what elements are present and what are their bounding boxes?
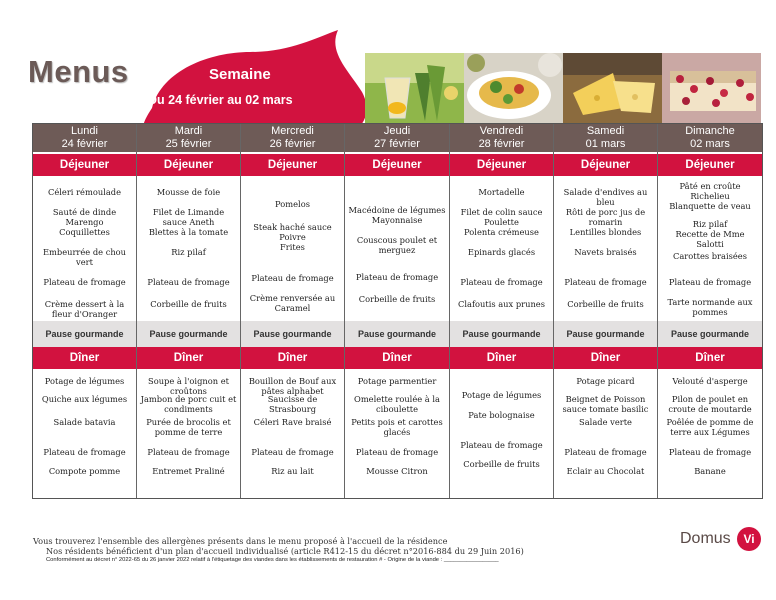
- day-name: Jeudi: [383, 125, 411, 137]
- lunch-dish: Blettes à la tomate: [148, 227, 229, 237]
- dinner-dish: Salade batavia: [53, 417, 116, 427]
- dinner-header: Dîner: [554, 347, 657, 369]
- lunch-dish: Filet de colin sauce Poulette: [460, 207, 543, 227]
- dinner-dish: Saucisse de Strasbourg: [267, 394, 318, 414]
- day-header: [241, 124, 344, 152]
- lunch-dish: Clafoutis aux prunes: [458, 299, 545, 309]
- dinner-dish: Plateau de fromage: [460, 440, 543, 450]
- lunch-header: Déjeuner: [345, 154, 449, 176]
- dinner-dish: Quiche aux légumes: [41, 394, 128, 404]
- lunch-dish: Polenta crémeuse: [464, 227, 539, 237]
- dinner-dish: Poêlée de pomme de terre aux Légumes: [666, 417, 754, 437]
- lunch-dish: Filet de Limande sauce Aneth: [152, 207, 225, 227]
- lunch-dish: Recette de Mme Salotti: [675, 229, 745, 249]
- day-date: 25 février: [165, 138, 212, 150]
- dinner-list: [33, 371, 136, 495]
- meat-origin-note: Conformément au décret n° 2022-65 du 26 janvier 2022 relatif à l'étiquetage des viandes dans les établissements de restauration # - Origine de la viande : _________________: [46, 557, 499, 563]
- day-date: 27 février: [374, 138, 420, 150]
- cheese-plate-photo: [563, 53, 662, 123]
- lunch-dish: Riz pilaf: [171, 247, 206, 257]
- lunch-list: [554, 178, 657, 318]
- lunch-dish: Lentilles blondes: [569, 227, 642, 237]
- pause-gourmande: Pause gourmande: [345, 321, 449, 347]
- lunch-header: Déjeuner: [241, 154, 344, 176]
- lunch-dish: Embeurrée de chou vert: [42, 247, 127, 267]
- lunch-dish: Plateau de fromage: [564, 277, 647, 287]
- day-column-6: [658, 124, 762, 498]
- domusvi-logo: Domus: [680, 530, 731, 547]
- lunch-dish: Plateau de fromage: [460, 277, 543, 287]
- dinner-dish: Céleri Rave braisé: [253, 417, 332, 427]
- lunch-dish: Corbeille de fruits: [358, 294, 436, 304]
- pause-gourmande: Pause gourmande: [33, 321, 136, 347]
- lunch-dish: Pomelos: [275, 199, 310, 209]
- lunch-dish: Macédoine de légumes Mayonnaise: [348, 205, 446, 225]
- dinner-dish: Potage de légumes: [461, 390, 542, 400]
- lunch-header: Déjeuner: [450, 154, 553, 176]
- lunch-dish: Pâté en croûte Richelieu: [679, 181, 741, 201]
- lunch-dish: Mousse de foie: [156, 187, 221, 197]
- dinner-dish: Salade verte: [579, 417, 632, 427]
- day-column-4: [450, 124, 554, 498]
- dinner-dish: Beignet de Poisson sauce tomate basilic: [562, 394, 649, 414]
- day-column-5: [554, 124, 658, 498]
- lunch-dish: Plateau de fromage: [668, 277, 752, 287]
- menu-grid: [32, 123, 763, 499]
- day-header: [137, 124, 240, 152]
- dinner-dish: Mousse Citron: [366, 466, 428, 476]
- lunch-dish: Riz pilaf: [692, 219, 728, 229]
- day-header: [658, 124, 762, 152]
- dinner-dish: Potage picard: [576, 376, 635, 386]
- domusvi-logo-mark: Vi: [737, 527, 761, 551]
- dinner-list: [658, 371, 762, 495]
- dinner-dish: Velouté d'asperge: [672, 376, 748, 386]
- dinner-header: Dîner: [345, 347, 449, 369]
- lunch-dish: Steak haché sauce Poivre: [253, 222, 332, 242]
- dinner-dish: Plateau de fromage: [668, 447, 752, 457]
- dinner-dish: Compote pomme: [48, 466, 121, 476]
- lunch-header: Déjeuner: [33, 154, 136, 176]
- lunch-dish: Tarte normande aux pommes: [667, 297, 753, 317]
- pause-gourmande: Pause gourmande: [137, 321, 240, 347]
- day-date: 24 février: [61, 138, 108, 150]
- dinner-list: [345, 371, 449, 495]
- lunch-dish: Plateau de fromage: [355, 272, 439, 282]
- day-name: Samedi: [586, 125, 625, 137]
- lunch-dish: Corbeille de fruits: [150, 299, 227, 309]
- lunch-dish: Carottes braisées: [673, 251, 747, 261]
- dinner-header: Dîner: [33, 347, 136, 369]
- lunch-dish: Céleri rémoulade: [48, 187, 121, 197]
- day-header: [554, 124, 657, 152]
- lunch-dish: Mortadelle: [478, 187, 525, 197]
- day-name: Mercredi: [271, 125, 314, 137]
- dinner-dish: Riz au lait: [271, 466, 314, 476]
- lunch-dish: Salade d'endives au bleu: [563, 187, 648, 207]
- dinner-dish: Omelette roulée à la ciboulette: [354, 394, 440, 414]
- lunch-dish: Plateau de fromage: [251, 273, 334, 283]
- day-date: 26 février: [269, 138, 316, 150]
- dinner-dish: Eclair au Chocolat: [566, 466, 645, 476]
- dinner-list: [450, 371, 553, 495]
- lunch-dish: Coquillettes: [59, 227, 110, 237]
- lunch-dish: Corbeille de fruits: [567, 299, 644, 309]
- dinner-dish: Potage parmentier: [357, 376, 437, 386]
- lunch-header: Déjeuner: [137, 154, 240, 176]
- lunch-list: [137, 178, 240, 318]
- lunch-dish: Navets braisés: [574, 247, 637, 257]
- dinner-dish: Soupe à l'oignon et croûtons: [148, 376, 229, 396]
- dinner-dish: Banane: [694, 466, 726, 476]
- lunch-header: Déjeuner: [658, 154, 762, 176]
- dinner-dish: Plateau de fromage: [564, 447, 647, 457]
- pause-gourmande: Pause gourmande: [658, 321, 762, 347]
- dinner-header: Dîner: [137, 347, 240, 369]
- day-date: 02 mars: [690, 138, 730, 150]
- lunch-dish: Plateau de fromage: [43, 277, 126, 287]
- day-column-3: [345, 124, 450, 498]
- day-column-2: [241, 124, 345, 498]
- day-name: Vendredi: [479, 125, 524, 137]
- header-photos: [365, 53, 761, 123]
- lunch-dish: Crème renversée au Caramel: [249, 293, 336, 313]
- pause-gourmande: Pause gourmande: [241, 321, 344, 347]
- day-date: 01 mars: [585, 138, 626, 150]
- date-range: Du 24 février au 02 mars: [148, 93, 293, 107]
- lunch-list: [345, 178, 449, 318]
- lunch-dish: Epinards glacés: [467, 247, 536, 257]
- dinner-dish: Plateau de fromage: [251, 447, 334, 457]
- lunch-dish: Frites: [280, 242, 305, 252]
- allergens-note: Vous trouverez l'ensemble des allergènes présents dans le menu proposé à l'accueil de la résidence: [33, 536, 448, 546]
- page-title: Menus: [28, 54, 129, 89]
- dinner-list: [554, 371, 657, 495]
- day-name: Dimanche: [685, 125, 735, 137]
- dinner-dish: Plateau de fromage: [355, 447, 439, 457]
- day-name: Mardi: [174, 125, 203, 137]
- lunch-dish: Blanquette de veau: [669, 201, 751, 211]
- dinner-dish: Plateau de fromage: [43, 447, 126, 457]
- dinner-list: [137, 371, 240, 495]
- day-column-1: [137, 124, 241, 498]
- lunch-dish: Couscous poulet et merguez: [356, 235, 438, 255]
- day-name: Lundi: [71, 125, 98, 137]
- dinner-dish: Corbeille de fruits: [463, 459, 540, 469]
- day-header: [33, 124, 136, 152]
- dinner-dish: Potage de légumes: [44, 376, 125, 386]
- pai-note: Nos résidents bénéficient d'un plan d'accueil individualisé (article R412-15 du décret n°2016-884 du 29 Juin 2016): [46, 546, 524, 556]
- lunch-dish: Plateau de fromage: [147, 277, 230, 287]
- day-header: [345, 124, 449, 152]
- dinner-dish: Entremet Praliné: [152, 466, 225, 476]
- dinner-list: [241, 371, 344, 495]
- day-date: 28 février: [478, 138, 525, 150]
- dinner-dish: Pilon de poulet en croute de moutarde: [668, 394, 752, 414]
- week-label: Semaine: [209, 66, 271, 83]
- dinner-dish: Bouillon de Bouf aux pâtes alphabet: [248, 376, 337, 396]
- dinner-header: Dîner: [658, 347, 762, 369]
- lunch-dish: Rôti de porc jus de romarin: [565, 207, 646, 227]
- day-column-0: [33, 124, 137, 498]
- lunch-list: [658, 178, 762, 318]
- lunch-dish: Sauté de dinde Marengo: [52, 207, 117, 227]
- dessert-verrine-photo: [365, 53, 464, 123]
- lunch-list: [241, 178, 344, 318]
- lunch-list: [33, 178, 136, 318]
- dinner-dish: Purée de brocolis et pomme de terre: [146, 417, 231, 437]
- day-header: [450, 124, 553, 152]
- lunch-header: Déjeuner: [554, 154, 657, 176]
- dinner-header: Dîner: [450, 347, 553, 369]
- dinner-dish: Plateau de fromage: [147, 447, 230, 457]
- raspberry-cake-photo: [662, 53, 761, 123]
- dinner-dish: Pate bolognaise: [468, 410, 535, 420]
- dinner-header: Dîner: [241, 347, 344, 369]
- dinner-dish: Jambon de porc cuit et condiments: [140, 394, 237, 414]
- dinner-dish: Petits pois et carottes glacés: [351, 417, 443, 437]
- lunch-list: [450, 178, 553, 318]
- pause-gourmande: Pause gourmande: [450, 321, 553, 347]
- lunch-dish: Crème dessert à la fleur d'Oranger: [44, 299, 125, 319]
- pause-gourmande: Pause gourmande: [554, 321, 657, 347]
- salad-pasta-photo: [464, 53, 563, 123]
